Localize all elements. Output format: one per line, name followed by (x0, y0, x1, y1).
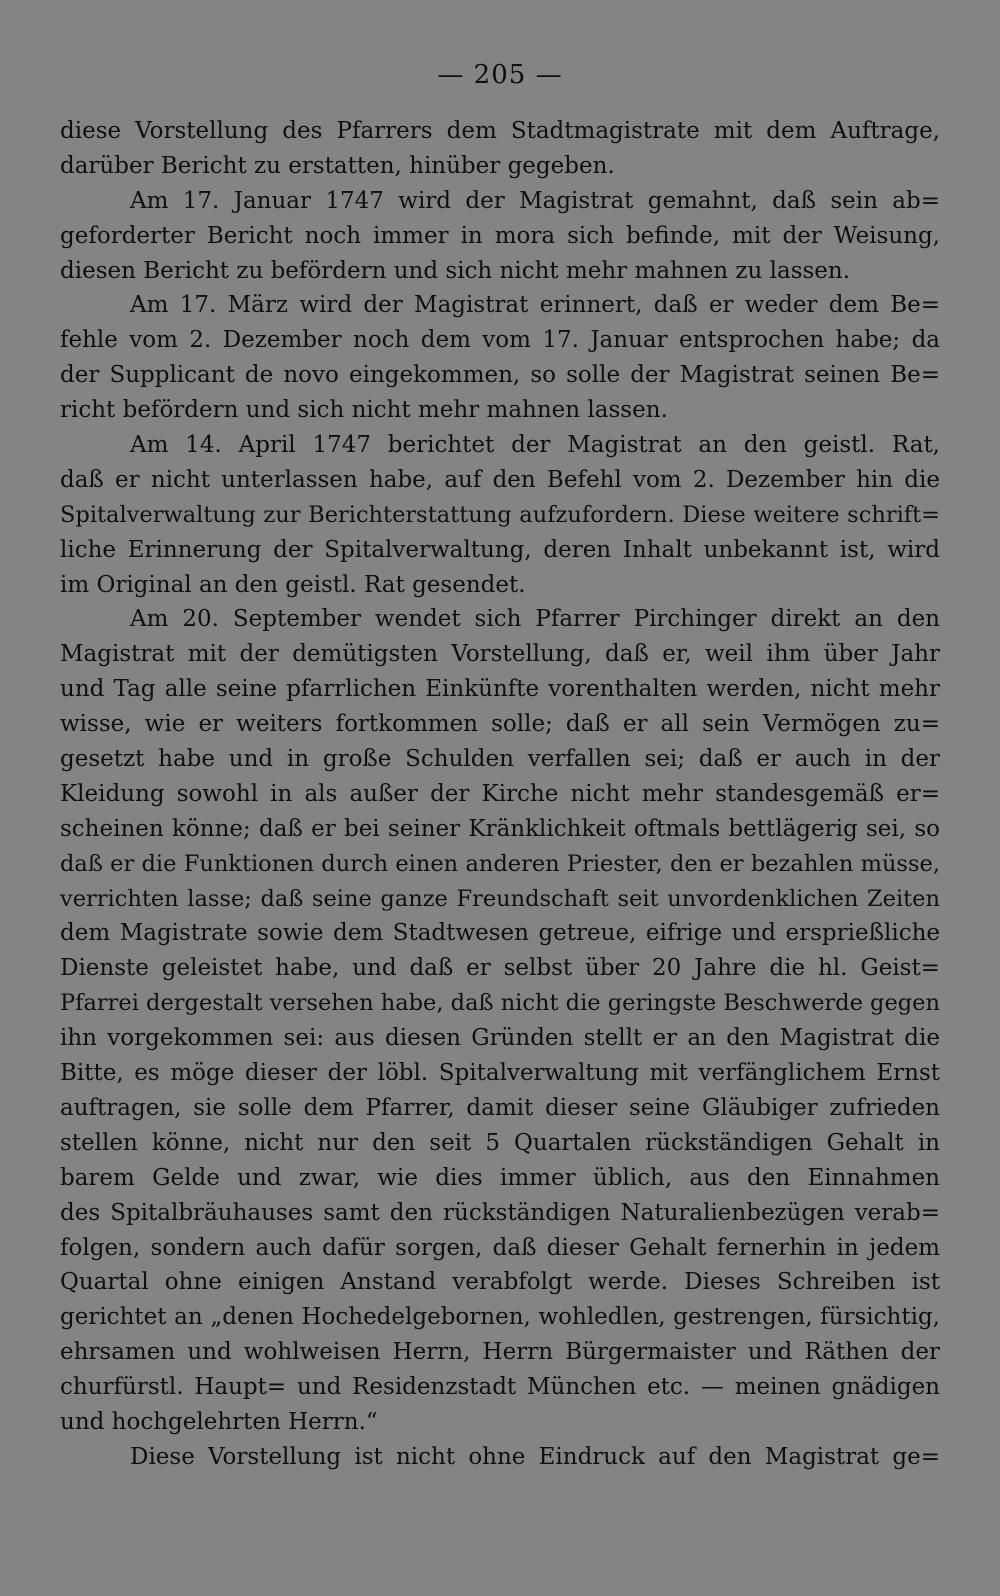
body-text (60, 114, 940, 1475)
text-line: Kleidung sowohl in als außer der Kirche nicht mehr standesgemäß er= (60, 780, 940, 807)
text-line: churfürstl. Haupt= und Residenzstadt München etc. — meinen gnädigen (60, 1374, 940, 1401)
text-line: Am 20. September wendet sich Pfarrer Pirchinger direkt an den (130, 606, 940, 633)
text-line: ehrsamen und wohlweisen Herrn, Herrn Bürgermaister und Räthen der (60, 1339, 940, 1366)
text-line: stellen könne, nicht nur den seit 5 Quartalen rückständigen Gehalt in (60, 1129, 940, 1156)
text-line: darüber Bericht zu erstatten, hinüber gegeben. (60, 152, 615, 179)
text-line: Bitte, es möge dieser der löbl. Spitalverwaltung mit verfänglichem Ernst (60, 1060, 940, 1087)
text-line: und Tag alle seine pfarrlichen Einkünfte vorenthalten werden, nicht mehr (60, 676, 940, 703)
text-line: gesetzt habe und in große Schulden verfallen sei; daß er auch in der (60, 746, 940, 773)
text-line: gerichtet an „denen Hochedelgebornen, wohledlen, gestrengen, fürsichtig, (60, 1304, 940, 1331)
text-line: dem Magistrate sowie dem Stadtwesen getreue, eifrige und ersprießliche (60, 920, 940, 947)
text-line: Spitalverwaltung zur Berichterstattung aufzufordern. Diese weitere schrift= (60, 501, 940, 528)
text-line: und hochgelehrten Herrn.“ (60, 1408, 378, 1435)
text-line: liche Erinnerung der Spitalverwaltung, deren Inhalt unbekannt ist, wird (60, 536, 940, 563)
page-number: — 205 — (437, 60, 563, 90)
text-line: Pfarrei dergestalt versehen habe, daß nicht die geringste Beschwerde gegen (60, 990, 940, 1017)
text-line: Am 17. März wird der Magistrat erinnert, daß er weder dem Be= (130, 292, 940, 319)
text-line: daß er nicht unterlassen habe, auf den Befehl vom 2. Dezember hin die (60, 466, 940, 493)
text-line: Am 14. April 1747 berichtet der Magistrat an den geistl. Rat, (130, 432, 940, 459)
text-line: geforderter Bericht noch immer in mora sich befinde, mit der Weisung, (60, 222, 940, 249)
text-line: diesen Bericht zu befördern und sich nicht mehr mahnen zu lassen. (60, 257, 851, 284)
text-line: Am 17. Januar 1747 wird der Magistrat gemahnt, daß sein ab= (130, 187, 940, 214)
text-line: im Original an den geistl. Rat gesendet. (60, 571, 526, 598)
text-line: fehle vom 2. Dezember noch dem vom 17. Januar entsprochen habe; da (60, 327, 940, 354)
text-line: Magistrat mit der demütigsten Vorstellung, daß er, weil ihm über Jahr (60, 641, 940, 668)
text-line: ihn vorgekommen sei: aus diesen Gründen stellt er an den Magistrat die (60, 1025, 940, 1052)
text-line: Dienste geleistet habe, und daß er selbst über 20 Jahre die hl. Geist= (60, 955, 940, 982)
text-line: folgen, sondern auch dafür sorgen, daß dieser Gehalt fernerhin in jedem (60, 1234, 940, 1261)
text-line: scheinen könne; daß er bei seiner Kränklichkeit oftmals bettlägerig sei, so (60, 815, 940, 842)
text-line: diese Vorstellung des Pfarrers dem Stadtmagistrate mit dem Auftrage, (60, 118, 940, 144)
text-line: daß er die Funktionen durch einen anderen Priester, den er bezahlen müsse, (60, 850, 940, 877)
text-line: barem Gelde und zwar, wie dies immer üblich, aus den Einnahmen (60, 1164, 940, 1191)
text-line: der Supplicant de novo eingekommen, so solle der Magistrat seinen Be= (60, 362, 940, 389)
text-line: wisse, wie er weiters fortkommen solle; daß er all sein Vermögen zu= (60, 711, 940, 738)
text-line: verrichten lasse; daß seine ganze Freundschaft seit unvordenklichen Zeiten (60, 885, 940, 912)
text-line: Quartal ohne einigen Anstand verabfolgt werde. Dieses Schreiben ist (60, 1269, 940, 1296)
text-line: auftragen, sie solle dem Pfarrer, damit dieser seine Gläubiger zufrieden (60, 1094, 940, 1121)
text-line: des Spitalbräuhauses samt den rückständigen Naturalienbezügen verab= (60, 1199, 940, 1226)
text-line: richt befördern und sich nicht mehr mahnen lassen. (60, 397, 668, 424)
text-line: Diese Vorstellung ist nicht ohne Eindruck auf den Magistrat ge= (130, 1443, 940, 1470)
